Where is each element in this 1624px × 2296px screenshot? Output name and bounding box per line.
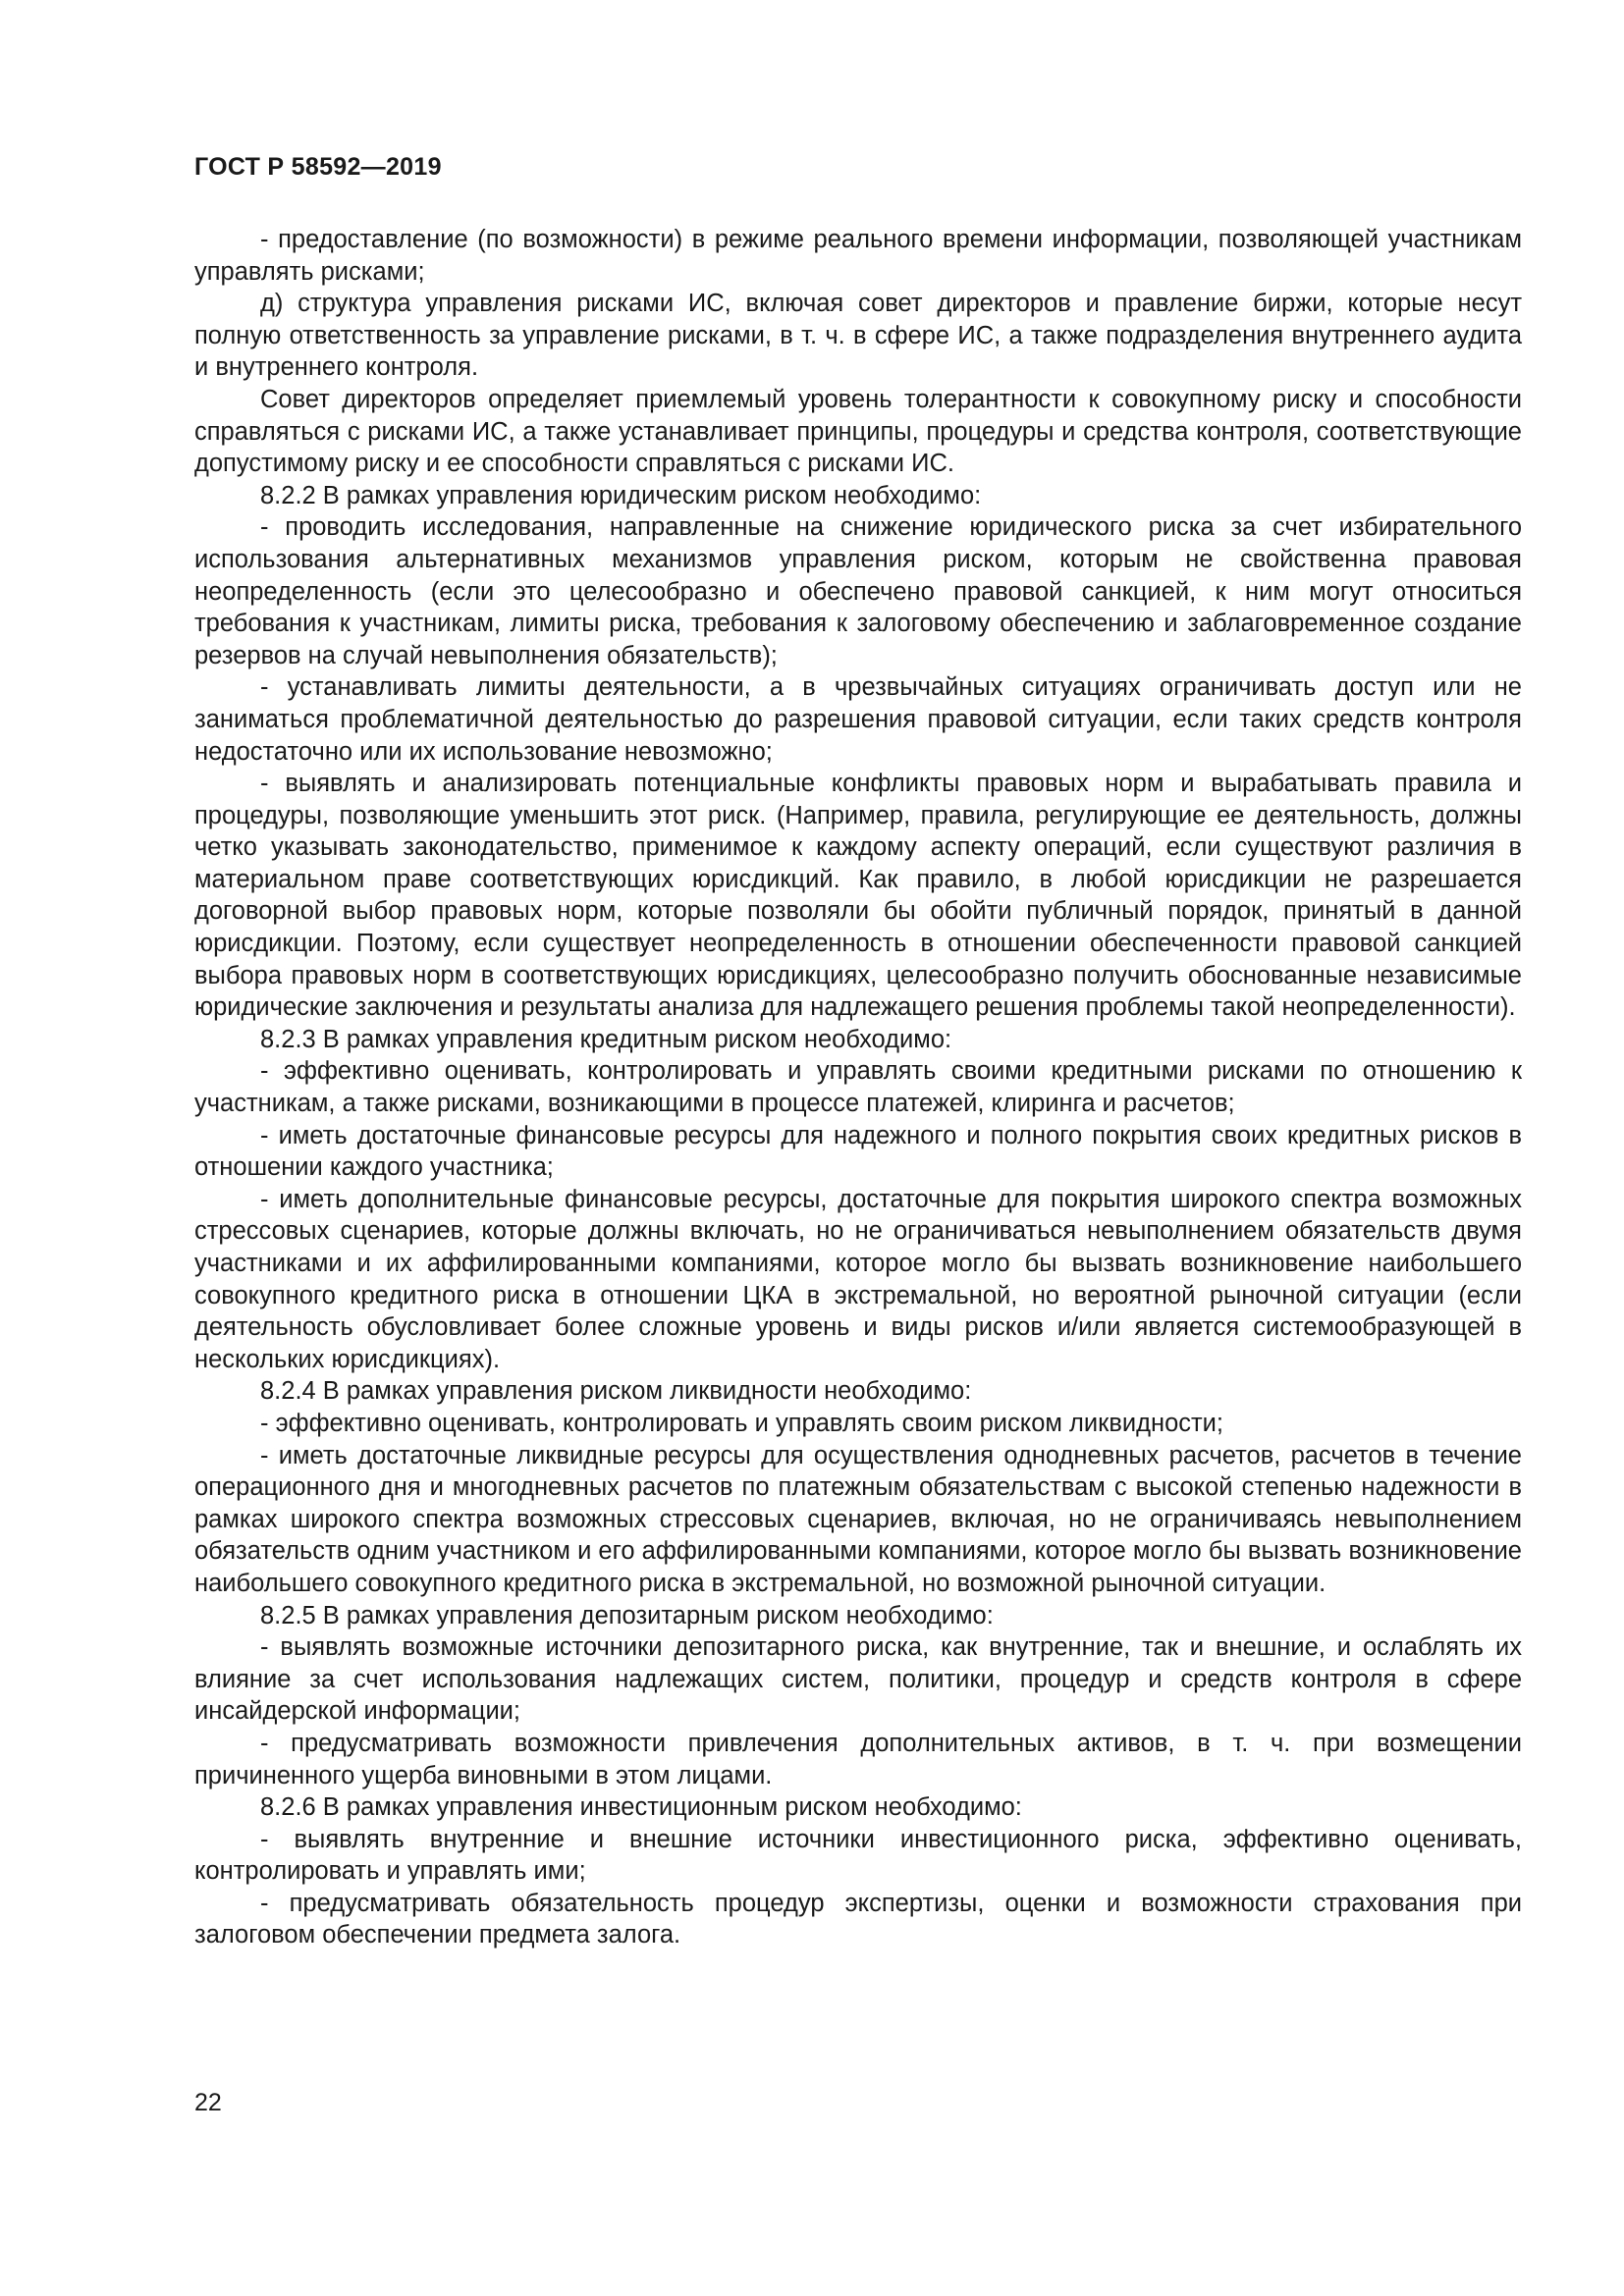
paragraph: - проводить исследования, направленные на снижение юридического риска за счет избирательного использования альтернативных механизмов управления риском, которым не свойственна правовая неопределенность (если это целесообразно и обеспечено правовой санкцией, к ним могут относиться требования к участникам, лимиты риска, требования к залоговому обеспечению и заблаговременное создание резервов на случай невыполнения обязательств); (194, 513, 1522, 669)
paragraph: - предусматривать возможности привлечения дополнительных активов, в т. ч. при возмещении причиненного ущерба виновными в этом лицами. (194, 1729, 1522, 1789)
paragraph: - эффективно оценивать, контролировать и управлять своими кредитными рисками по отношению к участникам, а также рисками, возникающими в процессе платежей, клиринга и расчетов; (194, 1057, 1522, 1118)
paragraph: - предоставление (по возможности) в режиме реального времени информации, позволяющей участникам управлять рисками; (194, 226, 1522, 286)
clause-heading: 8.2.4 В рамках управления риском ликвидности необходимо: (260, 1377, 972, 1406)
paragraph: - выявлять и анализировать потенциальные конфликты правовых норм и вырабатывать правила и процедуры, позволяющие уменьшить этот риск. (Например, правила, регулирующие ее деятельность, должны четко указывать законодательство, применимое к каждому аспекту операций, если существуют различия в материальном праве соответствующих юрисдикций. Как правило, в любой юрисдикции не разрешается договорной выбор правовых норм, которые позволяли бы обойти публичный порядок, принятый в данной юрисдикции. Поэтому, если существует неопределенность в отношении обеспеченности правовой санкцией выбора правовых норм в соответствующих юрисдикциях, целесообразно получить обоснованные независимые юридические заключения и результаты анализа для надлежащего решения проблемы такой неопределенности). (194, 770, 1522, 1022)
page-number: 22 (194, 2089, 222, 2116)
paragraph: - иметь достаточные ликвидные ресурсы для осуществления однодневных расчетов, расчетов в течение операционного дня и многодневных расчетов по платежным обязательствам с высокой степенью надежности в рамках широкого спектра возможных стрессовых сценариев, включая, но не ограничиваясь невыполнением обязательств одним участником и его аффилированными компаниями, которое могло бы вызвать возникновение наибольшего совокупного кредитного риска в экстремальной, но возможной рыночной ситуации. (194, 1441, 1522, 1597)
paragraph: - иметь дополнительные финансовые ресурсы, достаточные для покрытия широкого спектра возможных стрессовых сценариев, которые должны включать, но не ограничиваться невыполнением обязательств двумя участниками и их аффилированными компаниями, которое могло бы вызвать возникновение наибольшего совокупного кредитного риска в отношении ЦКА в экстремальной, но вероятной рыночной ситуации (если деятельность обусловливает более сложные уровень и виды рисков и/или является системообразующей в нескольких юрисдикциях). (194, 1185, 1522, 1373)
document-body (194, 224, 1522, 1951)
document-header: ГОСТ Р 58592—2019 (194, 153, 442, 181)
clause-heading: 8.2.3 В рамках управления кредитным риском необходимо: (260, 1025, 952, 1053)
paragraph: Совет директоров определяет приемлемый уровень толерантности к совокупному риску и способности справляться с рисками ИС, а также устанавливает принципы, процедуры и средства контроля, соответствующие допустимому риску и ее способности справляться с рисками ИС. (194, 385, 1522, 478)
clause-heading: 8.2.5 В рамках управления депозитарным риском необходимо: (260, 1601, 994, 1629)
paragraph: - предусматривать обязательность процедур экспертизы, оценки и возможности страхования при залоговом обеспечении предмета залога. (194, 1889, 1522, 1949)
clause-heading: 8.2.6 В рамках управления инвестиционным риском необходимо: (260, 1793, 1022, 1822)
paragraph: - выявлять возможные источники депозитарного риска, как внутренние, так и внешние, и ослаблять их влияние за счет использования надлежащих систем, политики, процедур и средств контроля в сфере инсайдерской информации; (194, 1633, 1522, 1726)
paragraph: д) структура управления рисками ИС, включая совет директоров и правление биржи, которые несут полную ответственность за управление рисками, в т. ч. в сфере ИС, а также подразделения внутреннего аудита и внутреннего контроля. (194, 290, 1522, 382)
clause-heading: 8.2.2 В рамках управления юридическим риском необходимо: (260, 481, 982, 509)
paragraph: - устанавливать лимиты деятельности, а в чрезвычайных ситуациях ограничивать доступ или не заниматься проблематичной деятельностью до разрешения правовой ситуации, если таких средств контроля недостаточно или их использование невозможно; (194, 673, 1522, 766)
paragraph: - иметь достаточные финансовые ресурсы для надежного и полного покрытия своих кредитных рисков в отношении каждого участника; (194, 1121, 1522, 1182)
paragraph: - выявлять внутренние и внешние источники инвестиционного риска, эффективно оценивать, контролировать и управлять ими; (194, 1825, 1522, 1886)
paragraph: - эффективно оценивать, контролировать и управлять своим риском ликвидности; (260, 1409, 1224, 1437)
